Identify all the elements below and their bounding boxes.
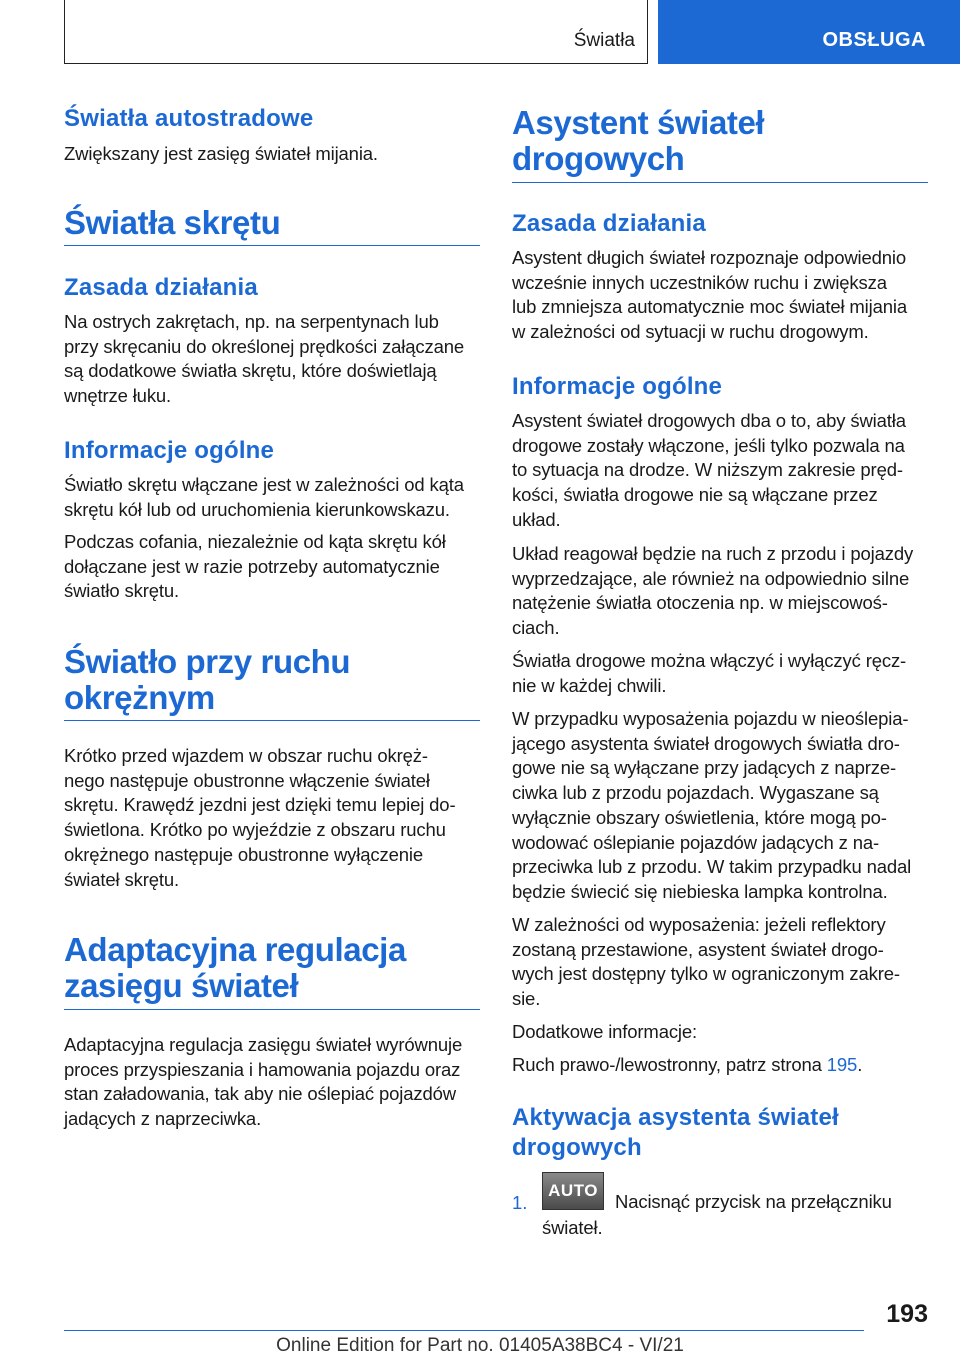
text-assistant-general-2: Układ reagował będzie na ruch z przodu i pojazdy wyprzedzające, ale również na odpowiednio silne natężenie światła otoczenia np. w miejscowoś- ciach. [512, 543, 914, 639]
header-section-box [64, 0, 648, 64]
heading-rule [64, 245, 480, 246]
subheading-assistant-principle: Zasada działania [512, 210, 706, 237]
text-assistant-general-1: Asystent świateł drogowych dba o to, aby światła drogowe zostały włączone, jeśli tylko pozwala na to sytuacja na drodze. W niższym zakresie pręd- kości, światła drogowe nie są włączane przez układ. [512, 410, 906, 530]
text-assistant-general-5: W zależności od wyposażenia: jeżeli reflektory zostaną przestawione, asystent świateł drogo- wych jest dostępny tylko w ograniczonym zakre- sie. [512, 914, 900, 1010]
footer-edition: Online Edition for Part no. 01405A38BC4 - VI/21 [276, 1335, 684, 1356]
text-adaptive-range: Adaptacyjna regulacja zasięgu świateł wyrównuje proces przyspieszania i hamowania pojazdu oraz stan załadowania, tak aby nie oślepiać pojazdów jadących z naprzeciwka. [64, 1034, 463, 1130]
heading-rule [512, 182, 928, 183]
text-cornering-reverse: Podczas cofania, niezależnie od kąta skrętu kół dołączane jest w razie potrzeby automatycznie światło skrętu. [64, 531, 446, 602]
heading-rule [64, 1009, 480, 1010]
subheading-cornering-general: Informacje ogólne [64, 437, 275, 464]
heading-roundabout-light: Światło przy ruchu okrężnym [64, 643, 351, 716]
heading-highway-lights: Światła autostradowe [64, 105, 314, 132]
text-additional-info: Dodatkowe informacje: [512, 1021, 698, 1042]
text-cornering-general: Światło skrętu włączane jest w zależności od kąta skrętu kół lub od uruchomienia kierunkowskazu. [64, 474, 464, 520]
auto-button-icon: AUTO [542, 1172, 604, 1210]
text-highway-lights: Zwiększany jest zasięg świateł mijania. [64, 143, 378, 164]
heading-cornering-lights: Światła skrętu [64, 204, 281, 241]
heading-rule [64, 720, 480, 721]
text-assistant-general-3: Światła drogowe można włączyć i wyłączyć ręcz- nie w każdej chwili. [512, 650, 907, 696]
header-chapter-tab[interactable] [658, 0, 960, 64]
heading-high-beam-assistant: Asystent świateł drogowych [512, 104, 765, 177]
header-chapter-label: OBSŁUGA [822, 29, 926, 51]
subheading-activate-assistant: Aktywacja asystenta świateł drogowych [512, 1104, 839, 1161]
subheading-assistant-general: Informacje ogólne [512, 373, 723, 400]
page-link-195[interactable]: 195 [826, 1054, 858, 1075]
page-number: 193 [886, 1300, 928, 1328]
heading-adaptive-range: Adaptacyjna regulacja zasięgu świateł [64, 931, 406, 1004]
text-roundabout-light: Krótko przed wjazdem w obszar ruchu okręż- nego następuje obustronne włączenie świateł skrętu. Krawędź jezdni jest dzięki temu lepiej do- świetlona. Krótko po wyjeździe z obszaru ruchu okrężnego następuje obustronne wyłączenie świateł skrętu. [64, 745, 456, 890]
step-text-line2: świateł. [542, 1217, 603, 1238]
step-number: 1. [512, 1192, 528, 1213]
text-cornering-principle: Na ostrych zakrętach, np. na serpentynach lub przy skręcaniu do określonej prędkości załączane są dodatkowe światła skrętu, które doświetlają wnętrze łuku. [64, 311, 465, 407]
subheading-cornering-principle: Zasada działania [64, 274, 258, 301]
text-assistant-general-4: W przypadku wyposażenia pojazdu w nieoślepia- jącego asystenta świateł drogowych światła dro- gowe nie są wyłączane przy jadących z naprze- ciwka lub z przodu pojazdach. Wygaszane są wyłącznie obszary oświetlenia, które mogą po- wodować oślepianie pojazdów jadących z na- przeciwka lub z przodu. W takim przypadku nadal będzie świecić się niebieska lampka kontrolna. [512, 708, 912, 902]
footer-rule [64, 1330, 864, 1331]
header-section-title: Światła [573, 30, 635, 51]
text-assistant-principle: Asystent długich świateł rozpoznaje odpowiednio wcześnie innych uczestników ruchu i zwiększa lub zmniejsza automatycznie moc świateł mijania w zależności od sytuacji w ruchu drogowym. [512, 247, 907, 343]
step-1 [512, 1172, 928, 1242]
text-traffic-reference: Ruch prawo-/lewostronny, patrz strona 195. [512, 1054, 863, 1075]
step-text-line1: Nacisnąć przycisk na przełączniku [615, 1191, 892, 1212]
